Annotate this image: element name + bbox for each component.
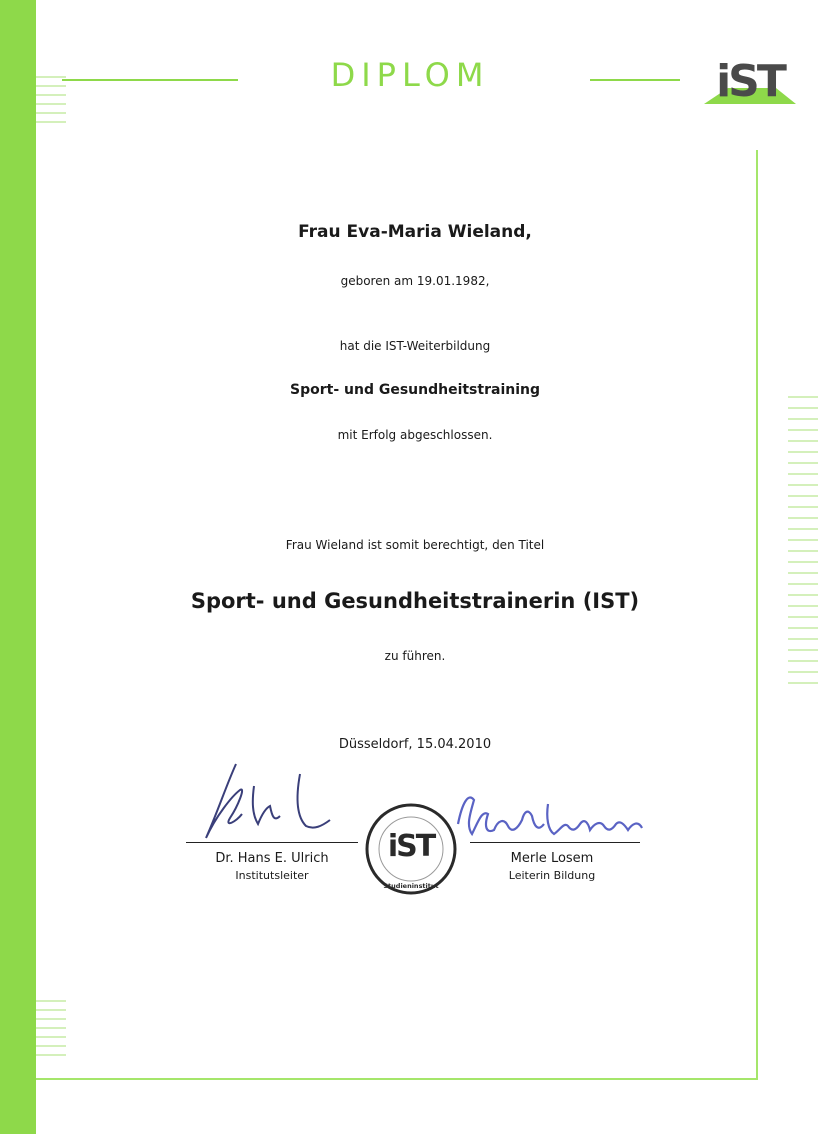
stripe	[788, 638, 818, 640]
stripe	[36, 1045, 66, 1047]
stripe	[36, 112, 66, 114]
stripe	[788, 484, 818, 486]
place-date: Düsseldorf, 15.04.2010	[338, 737, 492, 752]
stripe	[36, 1009, 66, 1011]
stripe	[788, 649, 818, 651]
stripe	[788, 539, 818, 541]
title-rule-right	[590, 79, 680, 81]
recipient-name: Frau Eva-Maria Wieland,	[298, 222, 532, 242]
course-name: Sport- und Gesundheitstraining	[290, 382, 540, 398]
stripe	[788, 429, 818, 431]
diploma-title: DIPLOM	[330, 56, 490, 94]
signatory-2-role: Leiterin Bildung	[508, 869, 596, 882]
stripe	[36, 1036, 66, 1038]
stripe	[788, 528, 818, 530]
signature-losem	[452, 784, 652, 850]
stripe	[788, 572, 818, 574]
stripe	[36, 1054, 66, 1056]
stripe	[788, 594, 818, 596]
stripe	[788, 517, 818, 519]
stripe	[788, 407, 818, 409]
stripe	[788, 473, 818, 475]
ist-logo	[704, 52, 796, 110]
stripe	[36, 94, 66, 96]
stripe	[36, 121, 66, 123]
stripe	[788, 561, 818, 563]
stripe	[788, 682, 818, 684]
signature-ulrich	[196, 756, 346, 846]
stripe	[36, 1000, 66, 1002]
stripe	[788, 627, 818, 629]
stripe	[788, 451, 818, 453]
signatory-1-role: Institutsleiter	[235, 869, 309, 882]
stripe	[788, 506, 818, 508]
signature-line-left	[186, 842, 358, 843]
stripe	[788, 583, 818, 585]
stripe	[36, 1027, 66, 1029]
completion-intro: hat die IST-Weiterbildung	[339, 339, 491, 353]
stripe	[788, 495, 818, 497]
stripe	[788, 671, 818, 673]
stripe	[788, 440, 818, 442]
completion-outro: mit Erfolg abgeschlossen.	[337, 428, 493, 442]
stripe	[36, 85, 66, 87]
signatory-2-name: Merle Losem	[510, 851, 594, 866]
frame-bottom-line	[36, 1078, 758, 1080]
birth-date: geboren am 19.01.1982,	[340, 274, 490, 288]
title-rule-left	[62, 79, 238, 81]
frame-right-line	[756, 150, 758, 1078]
stripe	[36, 1018, 66, 1020]
stripe	[788, 660, 818, 662]
stripe	[788, 616, 818, 618]
awarded-title: Sport- und Gesundheitstrainerin (IST)	[190, 589, 640, 613]
stripe	[788, 462, 818, 464]
stripe	[788, 605, 818, 607]
stripe	[36, 76, 66, 78]
entitlement-text: Frau Wieland ist somit berechtigt, den Titel	[285, 538, 545, 552]
stripe	[788, 396, 818, 398]
signature-line-right	[470, 842, 640, 843]
institute-seal	[364, 802, 458, 896]
stripe	[788, 550, 818, 552]
left-green-bar	[0, 0, 36, 1134]
seal-caption: Studieninstitut	[383, 882, 439, 890]
entitlement-outro: zu führen.	[384, 649, 446, 663]
signatory-1-name: Dr. Hans E. Ulrich	[215, 851, 329, 866]
stripe	[788, 418, 818, 420]
stripe	[36, 103, 66, 105]
ist-logo-text: iST	[716, 56, 784, 107]
seal-logo-text: iST	[387, 829, 435, 864]
